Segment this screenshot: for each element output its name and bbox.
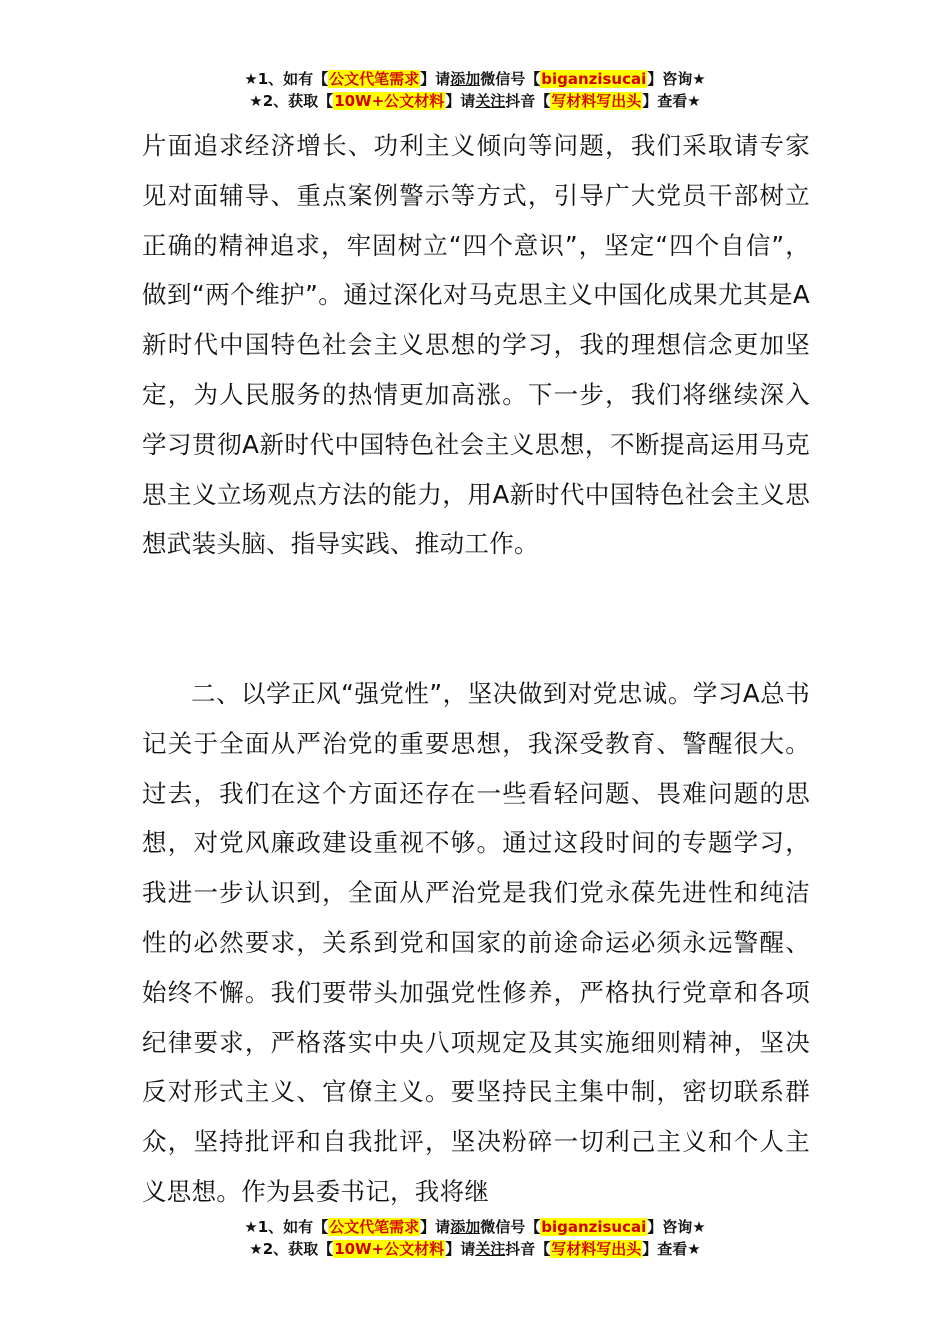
header-banner	[0, 68, 950, 112]
highlight-materials: 10W+公文材料	[334, 1240, 445, 1258]
banner-line-2: ★2、获取【10W+公文材料】请关注抖音【写材料写出头】查看★	[249, 92, 701, 110]
body-paragraph-2	[142, 669, 810, 1217]
banner-line-1: ★1、如有【公文代笔需求】请添加微信号【biganzisucai】咨询★	[244, 70, 706, 88]
highlight-ghostwriting: 公文代笔需求	[329, 70, 420, 88]
paragraph-text: 片面追求经济增长、功利主义倾向等问题，我们采取请专家见对面辅导、重点案例警示等方式，引导广大党员干部树立正确的精神追求，牢固树立“四个意识”，坚定“四个自信”，做到“两个维护”。通过深化对马克思主义中国化成果尤其是A新时代中国特色社会主义思想的学习，我的理想信念更加坚定，为人民服务的热情更加高涨。下一步，我们将继续深入学习贯彻A新时代中国特色社会主义思想，不断提高运用马克思主义立场观点方法的能力，用A新时代中国特色社会主义思想武装头脑、指导实践、推动工作。	[142, 131, 810, 559]
highlight-douyin-account: 写材料写出头	[551, 92, 642, 110]
banner-line-1: ★1、如有【公文代笔需求】请添加微信号【biganzisucai】咨询★	[244, 1218, 706, 1236]
highlight-ghostwriting: 公文代笔需求	[329, 1218, 420, 1236]
body-paragraph-1	[142, 121, 810, 569]
banner-line-2: ★2、获取【10W+公文材料】请关注抖音【写材料写出头】查看★	[249, 1240, 701, 1258]
highlight-wechat-id: biganzisucai	[541, 1218, 647, 1236]
footer-banner	[0, 1216, 950, 1260]
highlight-materials: 10W+公文材料	[334, 92, 445, 110]
paragraph-text: 二、以学正风“强党性”，坚决做到对党忠诚。学习A总书记关于全面从严治党的重要思想，我深受教育、警醒很大。过去，我们在这个方面还存在一些看轻问题、畏难问题的思想，对党风廉政建设重视不够。通过这段时间的专题学习，我进一步认识到，全面从严治党是我们党永葆先进性和纯洁性的必然要求，关系到党和国家的前途命运必须永远警醒、始终不懈。我们要带头加强党性修养，严格执行党章和各项纪律要求，严格落实中央八项规定及其实施细则精神，坚决反对形式主义、官僚主义。要坚持民主集中制，密切联系群众，坚持批评和自我批评，坚决粉碎一切利己主义和个人主义思想。作为县委书记，我将继	[142, 679, 810, 1206]
highlight-wechat-id: biganzisucai	[541, 70, 647, 88]
highlight-douyin-account: 写材料写出头	[551, 1240, 642, 1258]
